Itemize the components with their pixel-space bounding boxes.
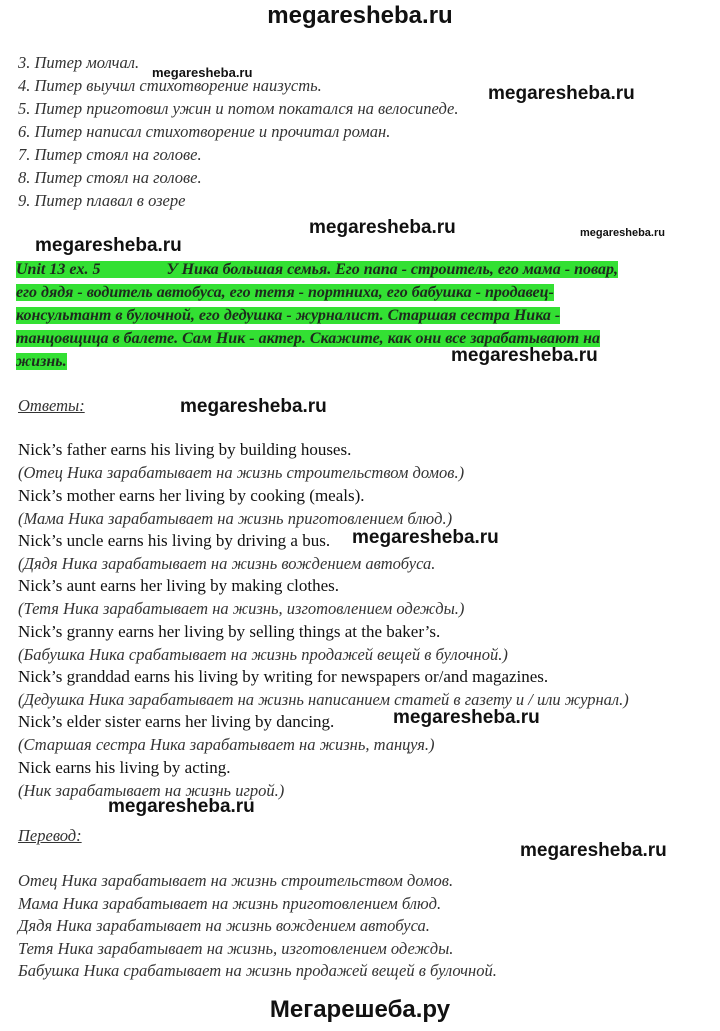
answer-ru: (Отец Ника зарабатывает на жизнь строительством домов.)	[18, 463, 465, 482]
task-label: Unit 13 ex. 5	[16, 261, 101, 278]
answer-en: Nick’s elder sister earns her living by dancing.	[18, 712, 335, 731]
answer-en: Nick’s granddad earns his living by writing for newspapers or/and magazines.	[18, 667, 549, 686]
translation-line: Мама Ника зарабатывает на жизнь приготовлением блюд.	[18, 894, 442, 913]
site-footer: Мегарешеба.ру	[269, 996, 451, 1023]
task-block	[16, 258, 706, 373]
translation-line: Бабушка Ника срабатывает на жизнь продажей вещей в булочной.	[18, 961, 497, 980]
answer-en: Nick’s father earns his living by building houses.	[18, 440, 352, 459]
translation-line: Тетя Ника зарабатывает на жизнь, изготовлением одежды.	[18, 939, 454, 958]
answer-ru: (Бабушка Ника срабатывает на жизнь продажей вещей в булочной.)	[18, 645, 508, 664]
translation-line: Отец Ника зарабатывает на жизнь строительством домов.	[18, 871, 454, 890]
task-line: У Ника большая семья. Его папа - строитель, его мама - повар,	[166, 261, 619, 278]
task-line: танцовщица в балете. Сам Ник - актер. Скажите, как они все зарабатывают на	[16, 330, 601, 347]
task-line: жизнь.	[16, 353, 67, 370]
answers-heading: Ответы:	[18, 396, 85, 415]
watermark: megaresheba.ru	[393, 707, 540, 728]
watermark: megaresheba.ru	[451, 345, 598, 366]
watermark: megaresheba.ru	[35, 235, 182, 256]
translation-line: Дядя Ника зарабатывает на жизнь вождением автобуса.	[18, 916, 430, 935]
watermark: megaresheba.ru	[152, 65, 253, 80]
answer-ru: (Дядя Ника зарабатывает на жизнь вождением автобуса.	[18, 554, 436, 573]
answer-en: Nick’s mother earns her living by cooking (meals).	[18, 486, 365, 505]
watermark: megaresheba.ru	[352, 527, 499, 548]
watermark: megaresheba.ru	[309, 217, 456, 238]
answer-ru: (Дедушка Ника зарабатывает на жизнь написанием статей в газету и / или журнал.)	[18, 690, 629, 709]
answer-ru: (Мама Ника зарабатывает на жизнь приготовлением блюд.)	[18, 509, 453, 528]
watermark: megaresheba.ru	[108, 796, 255, 817]
watermark: megaresheba.ru	[580, 227, 665, 239]
answer-en: Nick’s aunt earns her living by making clothes.	[18, 576, 340, 595]
site-header: megaresheba.ru	[267, 2, 453, 29]
translation-heading: Перевод:	[18, 826, 82, 845]
answer-ru: (Тетя Ника зарабатывает на жизнь, изготовлением одежды.)	[18, 599, 465, 618]
watermark: megaresheba.ru	[488, 83, 635, 104]
task-line: консультант в булочной, его дедушка - журналист. Старшая сестра Ника -	[16, 307, 561, 324]
answer-en: Nick’s uncle earns his living by driving a bus.	[18, 531, 331, 550]
list-item: 3. Питер молчал.	[18, 53, 140, 72]
answer-ru: (Ник зарабатывает на жизнь игрой.)	[18, 781, 285, 800]
list-item: 6. Питер написал стихотворение и прочитал роман.	[18, 122, 391, 141]
task-line: его дядя - водитель автобуса, его тетя - портниха, его бабушка - продавец-	[16, 284, 554, 301]
answer-en: Nick earns his living by acting.	[18, 758, 231, 777]
watermark: megaresheba.ru	[180, 396, 327, 417]
answer-en: Nick’s granny earns her living by selling things at the baker’s.	[18, 622, 441, 641]
answer-ru: (Старшая сестра Ника зарабатывает на жизнь, танцуя.)	[18, 735, 435, 754]
list-item: 7. Питер стоял на голове.	[18, 145, 202, 164]
list-item: 8. Питер стоял на голове.	[18, 168, 202, 187]
list-item: 9. Питер плавал в озере	[18, 191, 186, 210]
list-item: 4. Питер выучил стихотворение наизусть.	[18, 76, 322, 95]
watermark: megaresheba.ru	[520, 840, 667, 861]
list-item: 5. Питер приготовил ужин и потом покатался на велосипеде.	[18, 99, 459, 118]
